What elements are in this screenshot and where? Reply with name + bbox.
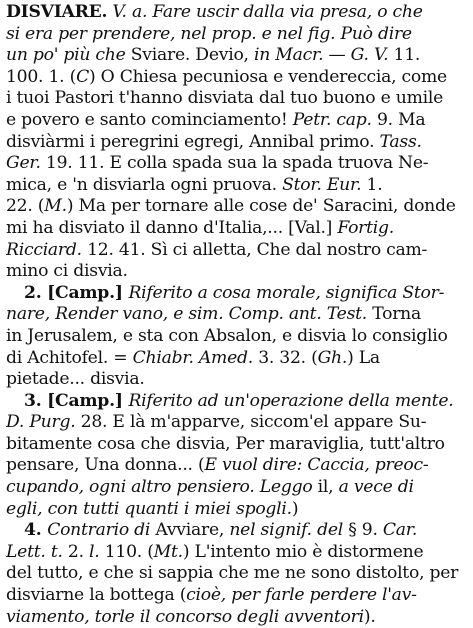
text-line [6, 45, 467, 67]
sense-number: 2. [Camp.] [24, 282, 129, 303]
text-run: di Achitofel. = [6, 347, 133, 368]
text-line [6, 153, 467, 175]
italic-run: Mt. [153, 541, 183, 562]
text-run: ) Ma per tornare alle cose de' Saracini, donde [66, 196, 456, 217]
headword: DISVIARE. [6, 2, 108, 22]
italic-run: viamento, torle il concorso degli avventori [6, 606, 364, 627]
text-run: ) L'intento mio è distormene [182, 541, 424, 562]
text-run: ) La [347, 347, 380, 368]
text-run: 100. 1. ( [6, 66, 77, 87]
text-line [6, 499, 467, 521]
text-run: 11. [388, 45, 421, 66]
text-line [6, 218, 467, 240]
italic-run: Riferito a cosa morale, significa [128, 282, 398, 303]
text-run: ) O Chiesa pecuniosa e vendereccia, come [88, 66, 447, 87]
italic-run: Ricciard. [6, 239, 82, 260]
italic-run: M. [44, 196, 67, 217]
text-run: 12. 41. Sì ci alletta, Che dal nostro cam- [81, 239, 428, 260]
text-run: 2. [62, 541, 90, 562]
text-run: Torna [367, 304, 421, 325]
text-run: e povero e santo cominciamento! [6, 109, 293, 130]
italic-run: l. [89, 541, 100, 562]
italic-run: Chiabr. Amed. [132, 347, 253, 368]
italic-run: Contrario di [47, 520, 151, 541]
text-run: del tutto, e che si sappia che me ne sono distolto, per [6, 563, 459, 584]
text-line [6, 304, 467, 326]
italic-run: Stor. Eur. [282, 174, 362, 195]
text-run: 22. ( [6, 196, 45, 217]
text-run: 19. 11. E colla spada sua la spada truova Ne- [40, 153, 429, 174]
italic-run: Lett. t. [6, 541, 63, 562]
dictionary-entry-disviare [6, 2, 467, 628]
italic-run: V. a. Fare uscir dalla via presa, o che [112, 2, 423, 22]
italic-run: in Macr. — G. V. [254, 45, 389, 66]
italic-run: Stor- [397, 282, 445, 303]
text-line [6, 455, 467, 477]
text-line [6, 542, 467, 564]
italic-run: cupando, ogni altro pensiero. Leggo [6, 477, 313, 498]
italic-run: nare, Render vano, e sim. Comp. ant. Test. [6, 304, 368, 325]
italic-run: nel signif. del [229, 520, 344, 541]
text-run: 110. ( [99, 541, 154, 562]
text-run: 9. Ma [371, 109, 426, 130]
text-run: 28. E là m'apparve, siccom'el appare Su- [75, 412, 427, 433]
text-line [6, 348, 467, 370]
italic-run: si era per prendere, nel prop. e nel fig. Può dire [6, 23, 412, 44]
text-run: mi ha disviato il danno d'Italia,... [Val.] [6, 217, 338, 238]
text-line [6, 240, 467, 262]
text-line [6, 391, 467, 413]
text-line [6, 67, 467, 89]
text-line [6, 369, 467, 391]
text-run: ) [291, 498, 299, 519]
text-run: bitamente cosa che disvia, Per maraviglia, tutt'altro [6, 433, 445, 454]
text-line [6, 132, 467, 154]
sense-number: 3. [Camp.] [24, 390, 129, 411]
text-line [6, 412, 467, 434]
text-line [6, 283, 467, 305]
text-line [6, 24, 467, 46]
text-run: il, [312, 477, 339, 498]
italic-run: a vece di [338, 477, 414, 498]
text-run: ). [363, 606, 376, 627]
text-run: § 9. [343, 520, 383, 541]
text-line [6, 88, 467, 110]
text-line [6, 326, 467, 348]
text-run: in Jerusalem, e sta con Absalon, e disvia lo consiglio [6, 325, 448, 346]
text-line [6, 261, 467, 283]
sense-number: 4. [24, 520, 48, 541]
text-line [6, 434, 467, 456]
text-line [6, 175, 467, 197]
italic-run: E vuol dire: Caccia, preoc- [204, 455, 429, 476]
italic-run: C [76, 66, 89, 87]
text-run: disviarne la bottega ( [6, 585, 187, 606]
text-line [6, 585, 467, 607]
text-line [6, 110, 467, 132]
text-run: disviàrmi i peregrini egregi, Annibal primo. [6, 131, 380, 152]
text-line [6, 520, 467, 542]
text-line [6, 607, 467, 628]
italic-run: Riferito ad un'operazione della mente. [128, 390, 454, 411]
text-run: mino ci disvia. [6, 261, 128, 282]
italic-run: Petr. cap. [292, 109, 372, 130]
text-line [6, 477, 467, 499]
text-run: pensare, Una donna... ( [6, 455, 205, 476]
text-run: i tuoi Pastori t'hanno disviata dal tuo buono e umile [6, 88, 444, 109]
text-line [6, 196, 467, 218]
text-run: pietade... disvia. [6, 369, 145, 390]
text-run: Avviare, [150, 520, 230, 541]
text-run: 3. 32. ( [252, 347, 318, 368]
italic-run: egli, con tutti quanti i miei spogli. [6, 498, 292, 519]
italic-run: un po' più che [6, 45, 126, 66]
italic-run: D. Purg. [6, 412, 76, 433]
italic-run: cioè, per farle perdere l'av- [186, 585, 417, 606]
italic-run: Ger. [6, 153, 41, 174]
text-run: 1. [361, 174, 383, 195]
italic-run: Fortig. [337, 217, 395, 238]
text-run: mica, e 'n disviarla ogni pruova. [6, 174, 283, 195]
text-run: Sviare. Devio, [125, 45, 254, 66]
italic-run: Car. [382, 520, 418, 541]
italic-run: Tass. [379, 131, 422, 152]
text-line [6, 563, 467, 585]
text-line [6, 2, 467, 24]
italic-run: Gh. [317, 347, 348, 368]
